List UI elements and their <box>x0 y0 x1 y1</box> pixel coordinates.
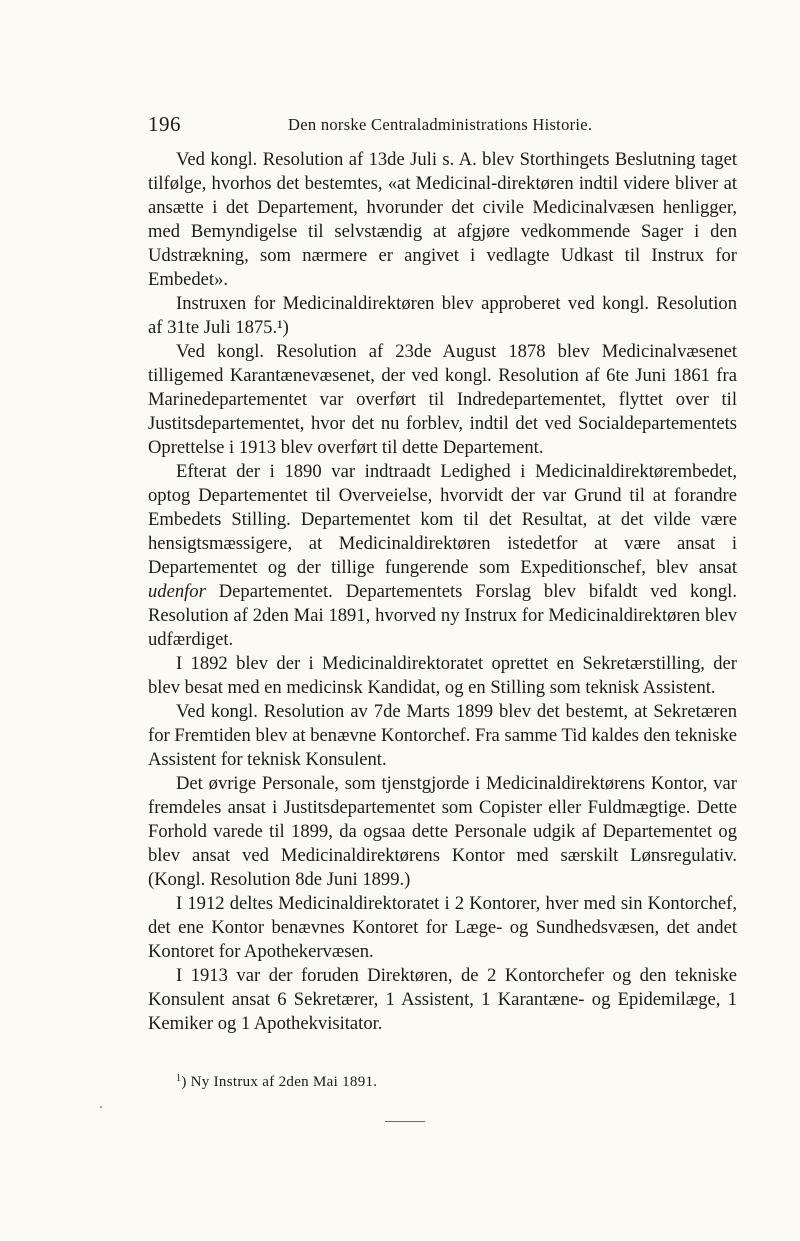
paragraph: Efterat der i 1890 var indtraadt Ledighed i Medicinaldirektørembedet, optog Departementet til Overveielse, hvorvidt der var Grund til at forandre Embedets Stilling. Departementet kom til det Resultat, at det vilde være hensigtsmæssigere, at Medicinaldirektøren istedetfor at være ansat i Departementet og der tillige fungerende som Expeditionschef, blev ansat udenfor Departementet. Departementets Forslag blev bifaldt ved kongl. Resolution af 2den Mai 1891, hvorved ny Instrux for Medicinaldirektøren blev udfærdiget. <box>148 461 737 650</box>
paragraph: Instruxen for Medicinaldirektøren blev approberet ved kongl. Resolution af 31te Juli 1875.¹) <box>148 293 737 338</box>
emphasis-udenfor: udenfor <box>148 581 206 602</box>
paragraph: Ved kongl. Resolution af 13de Juli s. A. blev Storthingets Beslutning taget tilfølge, hvorhos det bestemtes, «at Medicinal-direktøren indtil videre bliver at ansætte i det Departement, hvorunder det civile Medicinalvæsen henligger, med Bemyndigelse til selvstændig at afgjøre vedkommende Sager i den Udstrækning, som nærmere er angivet i vedlagte Udkast til Instrux for Embedet». <box>148 149 737 290</box>
page-speck <box>100 1106 102 1108</box>
footnote-text: ) Ny Instrux af 2den Mai 1891. <box>181 1074 378 1090</box>
paragraph: Ved kongl. Resolution af 23de August 1878 blev Medicinalvæsenet tilligemed Karantænevæsenet, der ved kongl. Resolution af 6te Juni 1861 fra Marinedepartementet var overført til Indredepartementet, flyttet over til Justitsdepartementet, hvor det nu forblev, indtil det ved Socialdepartementets Oprettelse i 1913 blev overført til dette Departement. <box>148 341 737 458</box>
paragraph: I 1912 deltes Medicinaldirektoratet i 2 Kontorer, hver med sin Kontorchef, det ene Kontor benævnes Kontoret for Læge- og Sundhedsvæsen, det andet Kontoret for Apothekervæsen. <box>148 893 737 962</box>
running-title: Den norske Centraladministrations Historie. <box>288 115 593 134</box>
paragraph: I 1913 var der foruden Direktøren, de 2 Kontorchefer og den tekniske Konsulent ansat 6 Sekretærer, 1 Assistent, 1 Karantæne- og Epidemilæge, 1 Kemiker og 1 Apothekvisitator. <box>148 965 737 1034</box>
page-number: 196 <box>148 112 181 136</box>
paragraph: Det øvrige Personale, som tjenstgjorde i Medicinaldirektørens Kontor, var fremdeles ansat i Justitsdepartementet som Copister eller Fuldmægtige. Dette Forhold varede til 1899, da ogsaa dette Personale udgik af Departementet og blev ansat ved Medicinaldirektørens Kontor med særskilt Lønsregulativ. (Kongl. Resolution 8de Juni 1899.) <box>148 773 737 890</box>
footer-rule <box>385 1121 425 1122</box>
page-header <box>148 112 608 138</box>
footnote <box>176 1073 377 1091</box>
paragraph: I 1892 blev der i Medicinaldirektoratet oprettet en Sekretærstilling, der blev besat med en medicinsk Kandidat, og en Stilling som teknisk Assistent. <box>148 653 737 698</box>
body-text <box>148 148 737 1036</box>
paragraph: Ved kongl. Resolution av 7de Marts 1899 blev det bestemt, at Sekretæren for Fremtiden blev at benævne Kontorchef. Fra samme Tid kaldes den tekniske Assistent for teknisk Konsulent. <box>148 701 737 770</box>
footnote-marker: 1 <box>176 1073 182 1084</box>
